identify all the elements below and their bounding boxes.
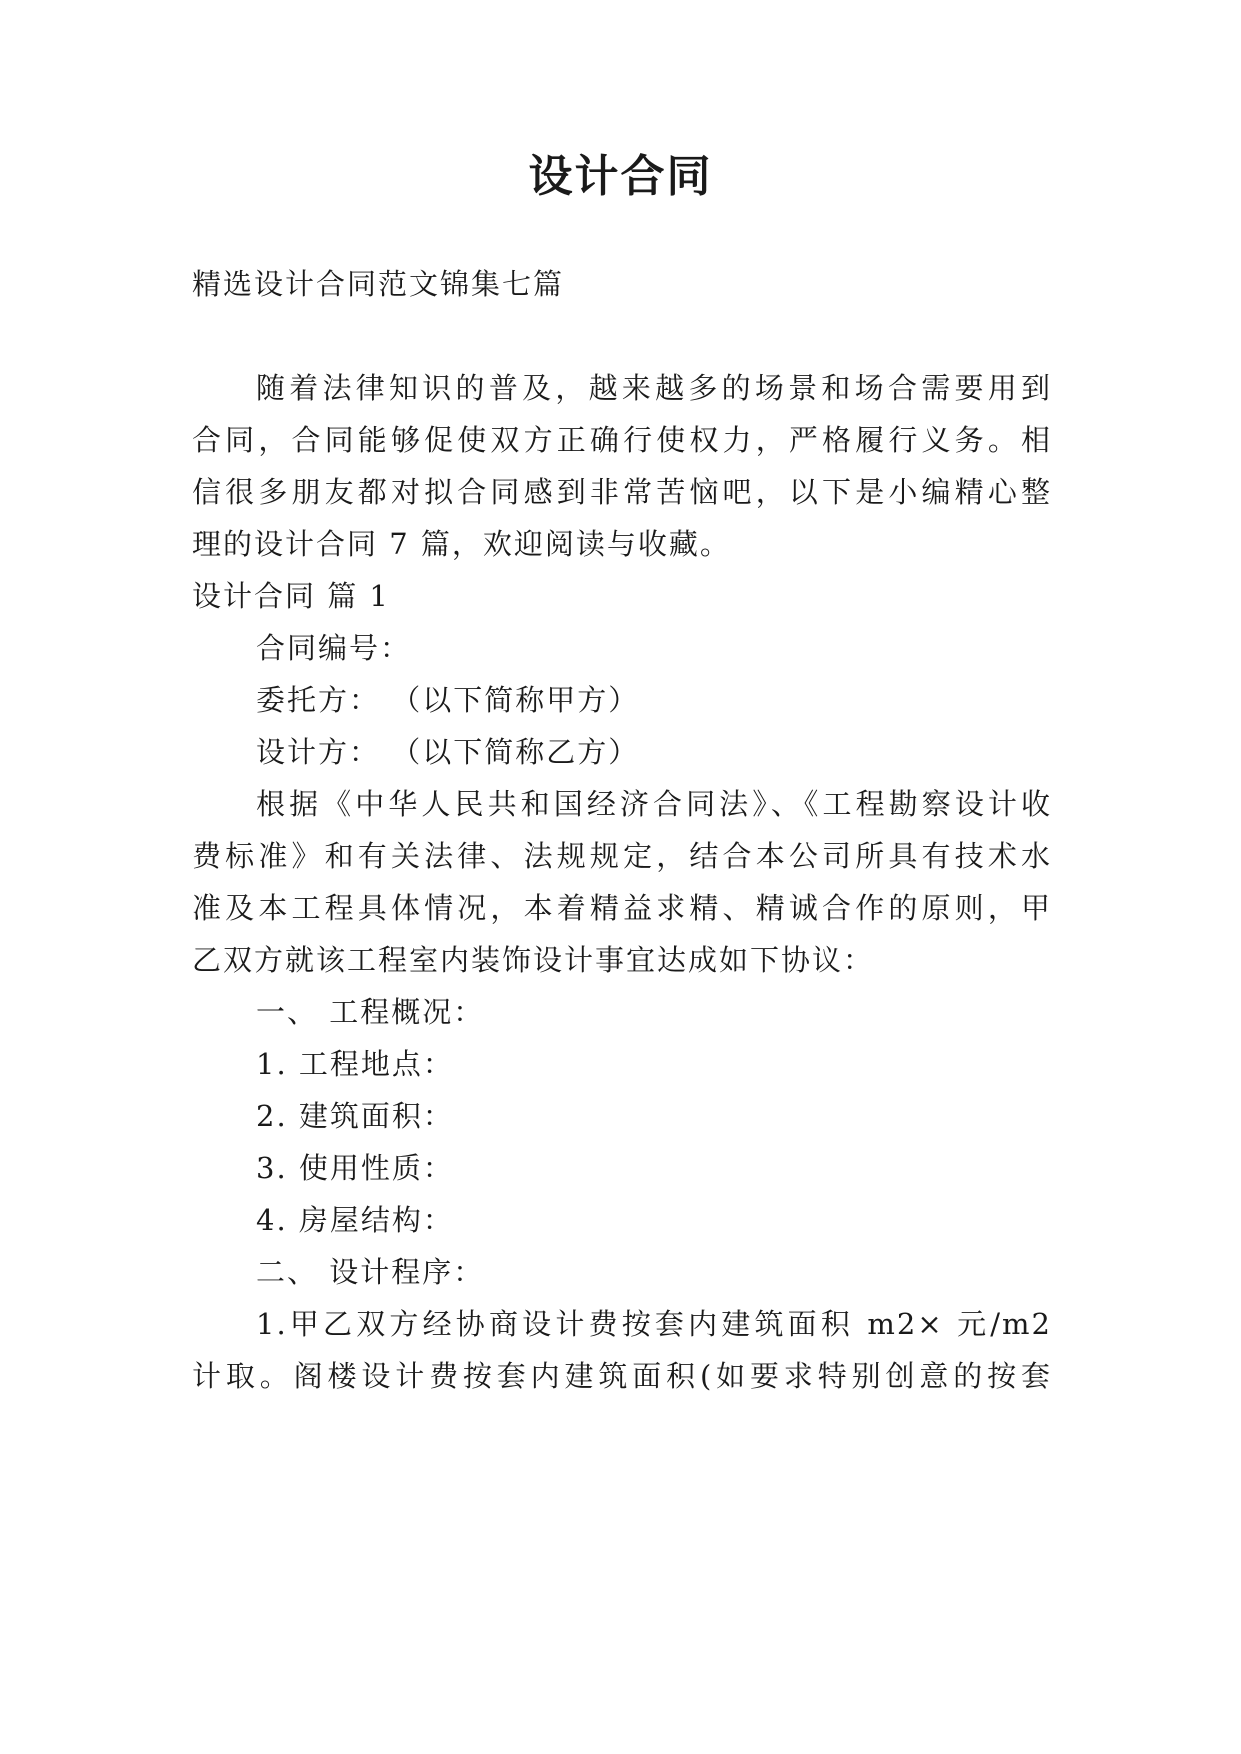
part2-line-1: 1.甲乙双方经协商设计费按套内建筑面积 m2× 元/m2 <box>256 1307 1052 1341</box>
part2-heading: 二、 设计程序： <box>256 1255 485 1289</box>
part1-heading: 一、 工程概况： <box>256 995 485 1029</box>
designer-label: 设计方： （以下简称乙方） <box>256 735 640 769</box>
intro-line-3: 信很多朋友都对拟合同感到非常苦恼吧，以下是小编精心整 <box>192 475 1052 509</box>
intro-line-1: 随着法律知识的普及，越来越多的场景和场合需要用到 <box>256 371 1052 405</box>
document-title: 设计合同 <box>528 151 713 202</box>
basis-line-4: 乙双方就该工程室内装饰设计事宜达成如下协议： <box>192 943 875 977</box>
intro-line-4: 理的设计合同 7 篇，欢迎阅读与收藏。 <box>192 527 731 561</box>
section-heading: 设计合同 篇 1 <box>192 579 390 613</box>
part1-item-2: 2. 建筑面积： <box>256 1099 454 1133</box>
basis-line-2: 费标准》和有关法律、法规规定，结合本公司所具有技术水 <box>192 839 1052 873</box>
basis-line-1: 根据《中华人民共和国经济合同法》、《工程勘察设计收 <box>256 787 1052 821</box>
part1-item-3: 3. 使用性质： <box>256 1151 454 1185</box>
document-subtitle: 精选设计合同范文锦集七篇 <box>192 267 565 301</box>
contract-number-label: 合同编号： <box>256 631 412 665</box>
part1-item-1: 1. 工程地点： <box>256 1047 454 1081</box>
intro-line-2: 合同，合同能够促使双方正确行使权力，严格履行义务。相 <box>192 423 1052 457</box>
part2-line-2: 计取。阁楼设计费按套内建筑面积(如要求特别创意的按套 <box>192 1359 1052 1393</box>
part1-item-4: 4. 房屋结构： <box>256 1203 454 1237</box>
basis-line-3: 准及本工程具体情况，本着精益求精、精诚合作的原则，甲 <box>192 891 1052 925</box>
client-label: 委托方： （以下简称甲方） <box>256 683 640 717</box>
